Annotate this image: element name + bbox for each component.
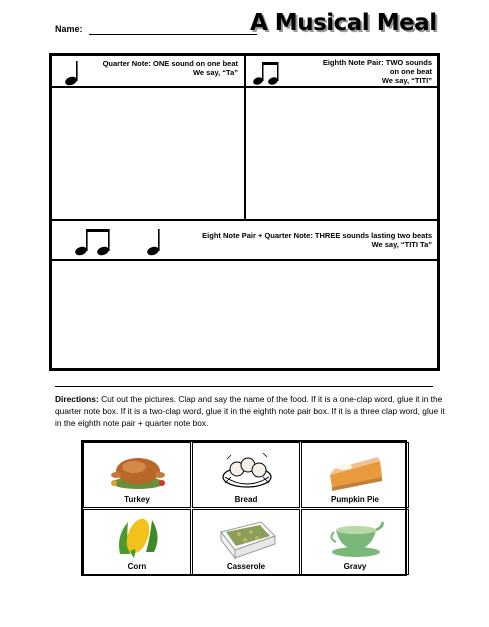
eighth-note-beat: on one beat (389, 67, 432, 76)
eighth-note-header (245, 55, 438, 87)
food-card-casserole (192, 509, 300, 575)
combo-note-box (51, 260, 438, 369)
food-card-turkey (83, 442, 191, 508)
name-line (89, 34, 257, 35)
food-label: Casserole (226, 562, 266, 571)
eighth-note-say: We say, “TITI” (381, 76, 432, 85)
eighth-note-pair-icon (252, 60, 282, 86)
directions-text: Cut out the pictures. Clap and say the name of the food. If it is a one-clap word, glue it in the quarter note box. If it is a two-clap word, glue it in the eighth note pair box. If it is a three clap word, glue it in the eighth note pair + quarter note box. (55, 394, 445, 428)
name-label: Name: (55, 24, 83, 34)
turkey-icon (108, 447, 168, 493)
combo-note-header (51, 220, 438, 260)
food-label: Bread (234, 495, 258, 504)
food-label: Turkey (124, 495, 150, 504)
food-card-gravy (301, 509, 409, 575)
casserole-icon (217, 514, 277, 560)
food-label: Corn (127, 562, 147, 571)
quarter-note-description (103, 59, 238, 77)
food-card-bread (192, 442, 300, 508)
sorting-grid (49, 53, 440, 371)
gravy-icon (326, 514, 386, 560)
food-picture-grid (81, 440, 407, 576)
directions-label: Directions: (55, 394, 99, 404)
quarter-note-header (51, 55, 245, 87)
quarter-note-box (51, 87, 245, 220)
combo-note-say: We say, “TITI Ta” (371, 240, 432, 249)
food-label: Gravy (343, 562, 367, 571)
combo-note-description (202, 231, 432, 249)
eighth-pair-plus-quarter-icon (74, 227, 169, 257)
eighth-note-description (323, 58, 432, 85)
bread-icon (217, 447, 277, 493)
quarter-note-icon (64, 60, 84, 86)
directions (55, 393, 445, 429)
pie-icon (326, 447, 386, 493)
eighth-note-box (245, 87, 438, 220)
food-card-pumpkin-pie (301, 442, 409, 508)
cut-line (55, 386, 433, 387)
combo-note-rule: Eight Note Pair + Quarter Note: THREE sounds lasting two beats (202, 231, 432, 240)
corn-icon (108, 514, 168, 560)
quarter-note-rule: Quarter Note: ONE sound on one beat (102, 59, 238, 68)
eighth-note-rule: Eighth Note Pair: TWO sounds (322, 58, 432, 67)
food-label: Pumpkin Pie (330, 495, 379, 504)
page-title: A Musical Meal (250, 10, 437, 36)
name-field (55, 24, 255, 40)
quarter-note-say: We say, “Ta” (192, 68, 238, 77)
food-card-corn (83, 509, 191, 575)
